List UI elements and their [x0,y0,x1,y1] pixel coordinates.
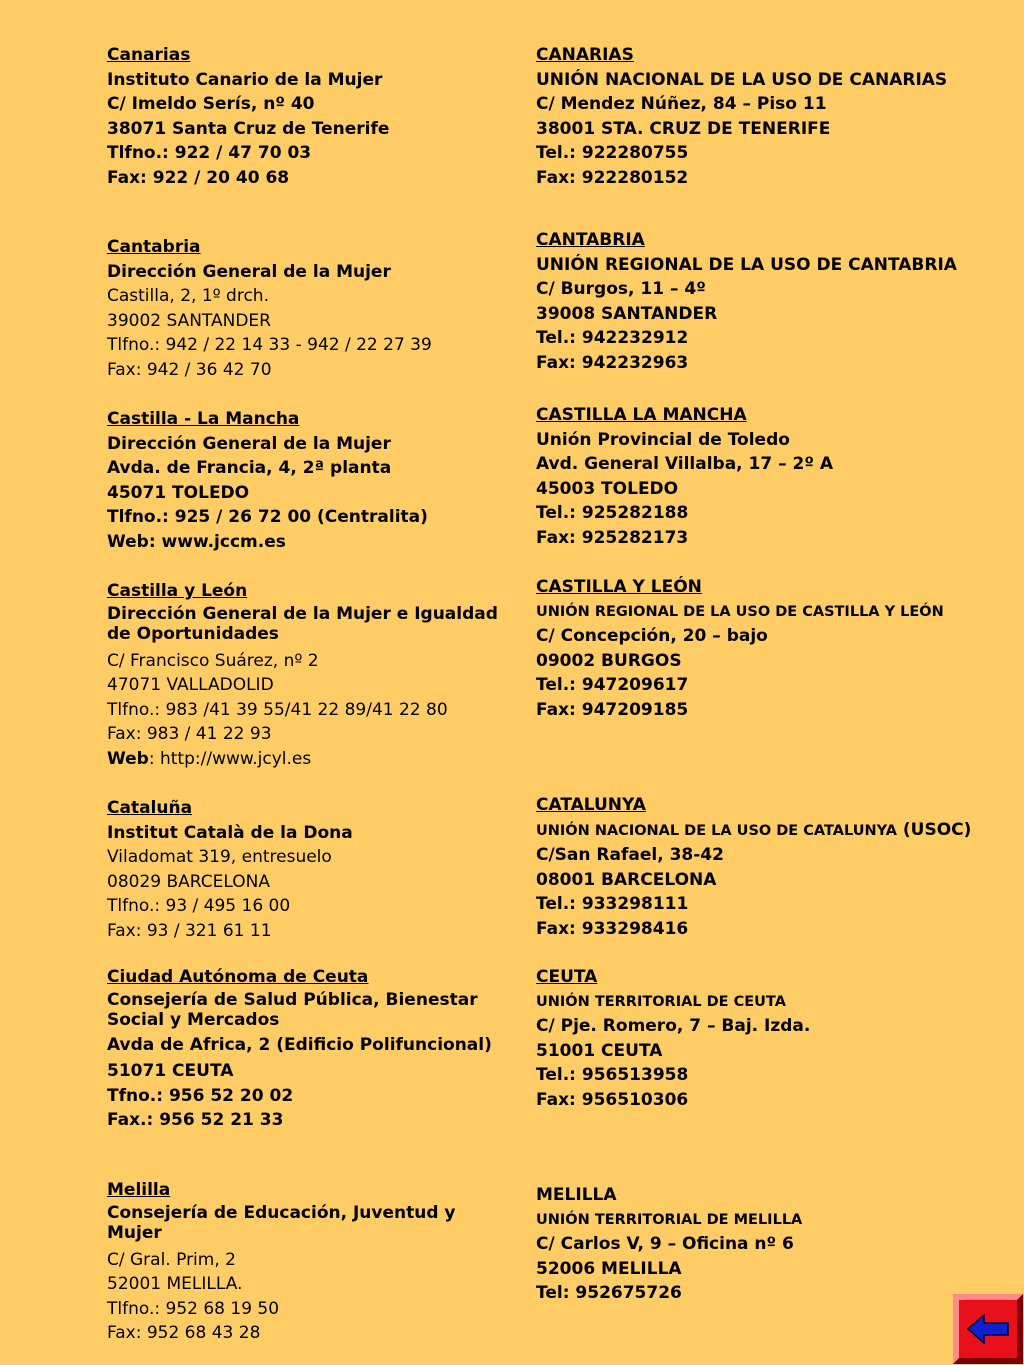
address-line: UNIÓN TERRITORIAL DE MELILLA [536,1211,803,1228]
section-heading: CANTABRIA [536,230,645,250]
section-heading: Castilla - La Mancha [107,409,300,429]
section-heading: Ciudad Autónoma de Ceuta [107,967,369,987]
address-line: 52006 MELILLA [536,1258,682,1279]
address-line: UNIÓN NACIONAL DE LA USO DE CANARIAS [536,69,948,90]
address-line: Avda de Africa, 2 (Edificio Polifuncional) [107,1034,492,1055]
address-line: Tel.: 933298111 [536,894,689,915]
web-url: : http://www.jcyl.es [148,748,312,769]
left-block-ceuta [107,965,502,1133]
right-block-melilla [536,1183,1006,1306]
right-block-castilla-y-leon [536,575,1006,723]
address-line: Tel.: 942232912 [536,328,689,349]
left-block-castilla-y-leon [107,579,502,772]
section-heading: CANARIAS [536,45,634,65]
address-line: Tel.: 922280755 [536,143,689,164]
address-line: Fax: 93 / 321 61 11 [107,920,272,941]
back-arrow-icon [966,1313,1010,1345]
address-line: MELILLA [536,1185,617,1205]
section-heading: CASTILLA Y LEÓN [536,577,702,597]
section-heading: Canarias [107,45,191,65]
address-line: Tel.: 947209617 [536,675,689,696]
address-line: Avd. General Villalba, 17 – 2º A [536,454,834,475]
address-line: Avda. de Francia, 4, 2ª planta [107,458,392,479]
address-line: Dirección General de la Mujer e Igualdad de Oportunidades [107,603,498,645]
address-line: Tlfno.: 922 / 47 70 03 [107,143,312,164]
section-heading: CEUTA [536,967,598,987]
address-line: C/ Francisco Suárez, nº 2 [107,650,319,671]
right-block-ceuta [536,965,1006,1113]
address-line: Web: www.jccm.es [107,531,286,552]
address-line: Dirección General de la Mujer [107,433,391,454]
address-line: 51001 CEUTA [536,1040,663,1061]
address-line: Tlfno.: 983 /41 39 55/41 22 89/41 22 80 [107,699,448,720]
left-block-castilla-la-mancha [107,407,502,555]
address-line: UNIÓN REGIONAL DE LA USO DE CANTABRIA [536,254,957,275]
address-line: Castilla, 2, 1º drch. [107,286,269,307]
address-line: 09002 BURGOS [536,650,682,671]
address-line: Tlfno.: 952 68 19 50 [107,1298,280,1319]
address-line: C/San Rafael, 38-42 [536,845,724,866]
address-line: UNIÓN REGIONAL DE LA USO DE CASTILLA Y LEÓN [536,603,944,620]
address-line: 39008 SANTANDER [536,303,718,324]
address-line: Tlfno.: 942 / 22 14 33 - 942 / 22 27 39 [107,335,432,356]
left-block-melilla [107,1178,502,1346]
section-heading: Castilla y León [107,581,248,601]
address-line: Instituto Canario de la Mujer [107,69,383,90]
left-block-canarias [107,43,502,191]
back-button[interactable] [953,1294,1023,1364]
address-line: Fax: 956510306 [536,1089,689,1110]
web-label: Web [107,748,149,769]
org-name: UNIÓN NACIONAL DE LA USO DE CATALUNYA [536,822,897,839]
section-heading: CASTILLA LA MANCHA [536,405,747,425]
address-line: Tfno.: 956 52 20 02 [107,1085,294,1106]
address-line: Fax: 947209185 [536,699,689,720]
address-line: Fax: 952 68 43 28 [107,1323,261,1344]
address-line: Dirección General de la Mujer [107,261,391,282]
right-block-catalunya [536,793,1006,942]
right-block-cantabria [536,228,1006,376]
address-line: 08001 BARCELONA [536,869,717,890]
address-line: Fax: 942232963 [536,352,689,373]
address-line: Fax: 942 / 36 42 70 [107,359,272,380]
address-line: Consejería de Salud Pública, Bienestar Social y Mercados [107,989,478,1031]
address-line: 08029 BARCELONA [107,871,270,892]
address-line: Fax: 922280152 [536,167,689,188]
address-line: 51071 CEUTA [107,1061,234,1082]
address-line: Tel.: 956513958 [536,1065,689,1086]
section-heading: CATALUNYA [536,795,646,815]
address-line: Institut Català de la Dona [107,822,353,843]
section-heading: Cataluña [107,798,193,818]
address-line: 45071 TOLEDO [107,482,250,503]
address-line: 38071 Santa Cruz de Tenerife [107,118,390,139]
address-line: Fax.: 956 52 21 33 [107,1110,284,1131]
section-heading: Melilla [107,1180,171,1200]
address-line: Viladomat 319, entresuelo [107,847,332,868]
address-line: C/ Concepción, 20 – bajo [536,626,768,647]
address-line: C/ Imeldo Serís, nº 40 [107,94,315,115]
right-block-castilla-la-mancha [536,403,1006,551]
address-line: Fax: 925282173 [536,527,689,548]
address-line: 45003 TOLEDO [536,478,679,499]
address-line: C/ Carlos V, 9 – Oficina nº 6 [536,1234,794,1255]
address-line: C/ Mendez Núñez, 84 – Piso 11 [536,94,827,115]
address-line: 39002 SANTANDER [107,310,271,331]
left-block-cantabria [107,235,502,383]
org-abbreviation: (USOC) [896,819,972,840]
address-line: Unión Provincial de Toledo [536,429,790,450]
address-line: Tlfno.: 93 / 495 16 00 [107,896,291,917]
address-line: Fax: 983 / 41 22 93 [107,724,272,745]
address-line: C/ Pje. Romero, 7 – Baj. Izda. [536,1016,811,1037]
address-line [107,747,502,772]
address-line: 52001 MELILLA. [107,1274,243,1295]
address-line: 47071 VALLADOLID [107,675,274,696]
address-line: C/ Burgos, 11 – 4º [536,279,706,300]
left-block-cataluna [107,796,502,944]
address-line: C/ Gral. Prim, 2 [107,1249,236,1270]
address-line: Tel.: 925282188 [536,503,689,524]
address-line: Consejería de Educación, Juventud y Mujer [107,1202,456,1244]
section-heading: Cantabria [107,237,201,257]
address-line: Fax: 922 / 20 40 68 [107,167,290,188]
address-line [536,818,1006,844]
right-block-canarias [536,43,1006,191]
address-line: Tlfno.: 925 / 26 72 00 (Centralita) [107,507,428,528]
address-line: UNIÓN TERRITORIAL DE CEUTA [536,993,786,1010]
address-line: Fax: 933298416 [536,918,689,939]
address-line: 38001 STA. CRUZ DE TENERIFE [536,118,831,139]
address-line: Tel: 952675726 [536,1283,682,1304]
